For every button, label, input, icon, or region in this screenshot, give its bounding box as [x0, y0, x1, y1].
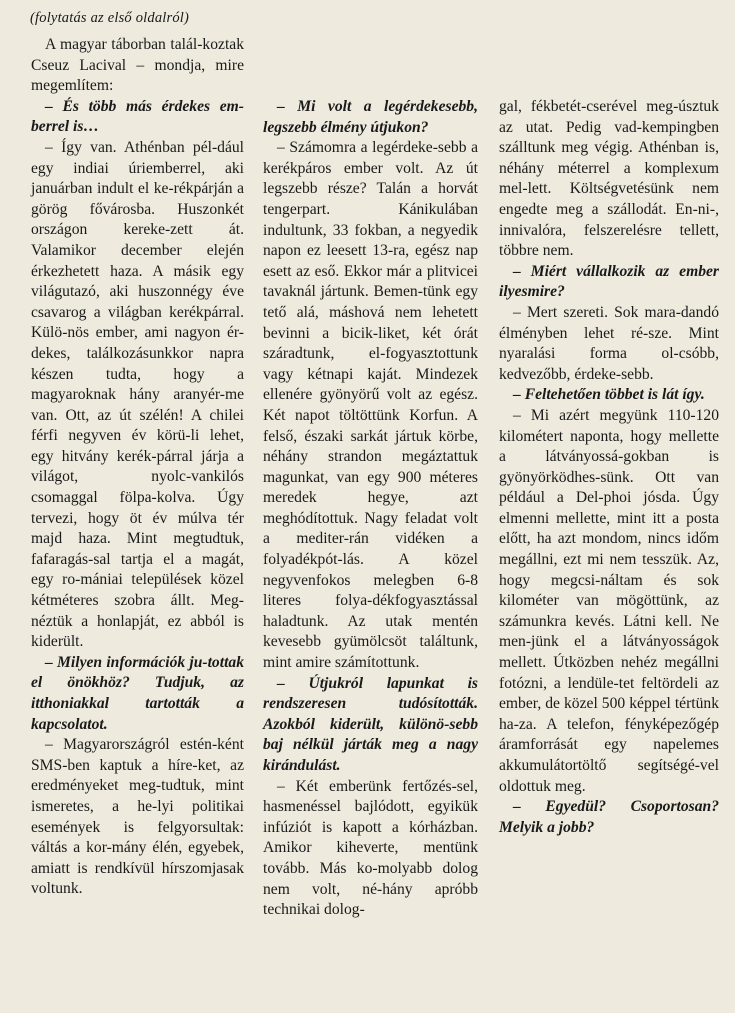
interview-paragraph: gal, fékbetét-cserével meg-úsztuk az utat. Pedig vad-kempingben szálltunk meg végig. Athénban is, néhány méterrel a komplexum mel-lett. Költségvetésünk nem engedte meg a szállodát. En-ni-, innivalóra, felszerelésre tellett, többre nem. [499, 98, 719, 260]
interview-question: – Egyedül? Csoportosan? Melyik a jobb? [499, 798, 719, 836]
interview-paragraph: – Így van. Athénban pél-dául egy indiai úriemberrel, aki januárban indult el ke-rékpárján a görög fővárosba. Huszonkét országon kereke-zett át. Valamikor december elején érkezhetett haza. A másik egy világutazó, aki huszonnégy éve csavarog a világban kerékpárral. Külö-nös ember, ami nagyon ér-dekes, találkozásunkkor napra készen tudta, hogy a magyaroknak hány aranyér-me van. Ott, az út szélén! A chilei férfi negyven év körü-li lehet, egy hitvány kerék-párral járja a világot, nyolc-vankilós csomaggal fölpa-kolva. Úgy tervezi, hogy öt év múlva tér majd haza. Mint megtudtuk, fafaragás-sal tartja el a magát, egy ro-mániai települések közel kétméteres szobra állt. Meg-néztük a honlapját, ez abból is kiderült. [31, 138, 244, 651]
interview-paragraph: – Mi azért megyünk 110-120 kilométert naponta, hogy mellette a látványossá-gokban is gyönyörködhes-sünk. Ott van például a Del-phoi jósda. Úgy elmenni mellette, mint itt a posta előtt, ha azt mondom, nincs időm megállni, ezt mi nem tesszük. Az, hogy megcsi-náltam és sok kilométer van mögöttünk, az számunkra kevés. Látni kell. Ne men-jünk el a látványosságok mellett. Útközben nehéz megállni fotózni, a lendüle-tet feltördeli az ember, de közel 500 képpel tértünk ha-za. A telefon, fényképezőgép áramforrását egy napelemes akkumulátortöltő segítségé-vel oldottuk meg. [499, 406, 719, 795]
continued-note: (folytatás az első oldalról) [30, 10, 190, 26]
interview-question: – És több más érdekes em-berrel is… [31, 97, 244, 136]
column-3 [499, 97, 719, 838]
interview-paragraph: – Magyarországról estén-ként SMS-ben kaptuk a híre-ket, az eredményeket meg-tudtuk, mint ismeretes, a he-lyi politikai események is felgyorsultak: váltás a kor-mány élén, egyebek, amiatt is rendkívül hírszomjasak voltunk. [31, 736, 244, 898]
column-1 [31, 35, 244, 900]
column-2 [263, 97, 478, 921]
interview-paragraph: A magyar táborban talál-koztak Cseuz Lacival – mondja, mire megemlítem: [31, 36, 244, 95]
interview-question: – Mi volt a legérdekesebb, legszebb élmény útjukon? [263, 98, 478, 136]
interview-question: – Miért vállalkozik az ember ilyesmire? [499, 262, 719, 301]
interview-question: – Milyen információk ju-tottak el önökhöz? Tudjuk, az itthoniakkal tartották a kapcsolatot. [31, 653, 244, 733]
interview-question: – Útjukról lapunkat is rendszeresen tudósították. Azokból kiderült, különö-sebb baj nélkül járták meg a nagy kirándulást. [263, 674, 478, 774]
interview-question: – Feltehetően többet is lát így. [513, 386, 705, 404]
interview-paragraph: – Számomra a legérdeke-sebb a kerékpáros ember volt. Az út legszebb része? Talán a horvát tengerpart. Kánikulában indultunk, 33 fokban, a negyedik napon ez leesett 13-ra, egész nap esett az eső. Ekkor már a plitvicei tavaknál jártunk. Bemen-tünk egy tető alá, máshová nem lehetett bevinni a bicik-liket, két órát száradtunk, el-fogyasztottunk vagy kétnapi kaját. Mindezek ellenére gyönyörű volt az egész. Két napot töltöttünk Korfun. A felső, északi sarkát jártuk körbe, néhány strandon megáztattuk magunkat, van egy 900 méteres meredek hegye, azt meghódítottuk. Nagy feladat volt a mediter-rán vidéken a folyadékpót-lás. A közel negyvenfokos melegben 6-8 literes folya-dékfogyasztással haladtunk. Az utak mentén kevesebb gyümölcsöt találtunk, mint amire számítottunk. [263, 139, 478, 672]
interview-paragraph: – Mert szereti. Sok mara-dandó élményben lehet ré-sze. Mint nyaralási forma ol-csóbb, kedvezőbb, érdeke-sebb. [499, 303, 719, 383]
interview-paragraph: – Két emberünk fertőzés-sel, hasmenéssel bajlódott, egyikük infúziót is kapott a kórházban. Amikor kiheverte, mentünk tovább. Más ko-molyabb dolog nem volt, né-hány apróbb technikai dolog- [263, 777, 478, 919]
